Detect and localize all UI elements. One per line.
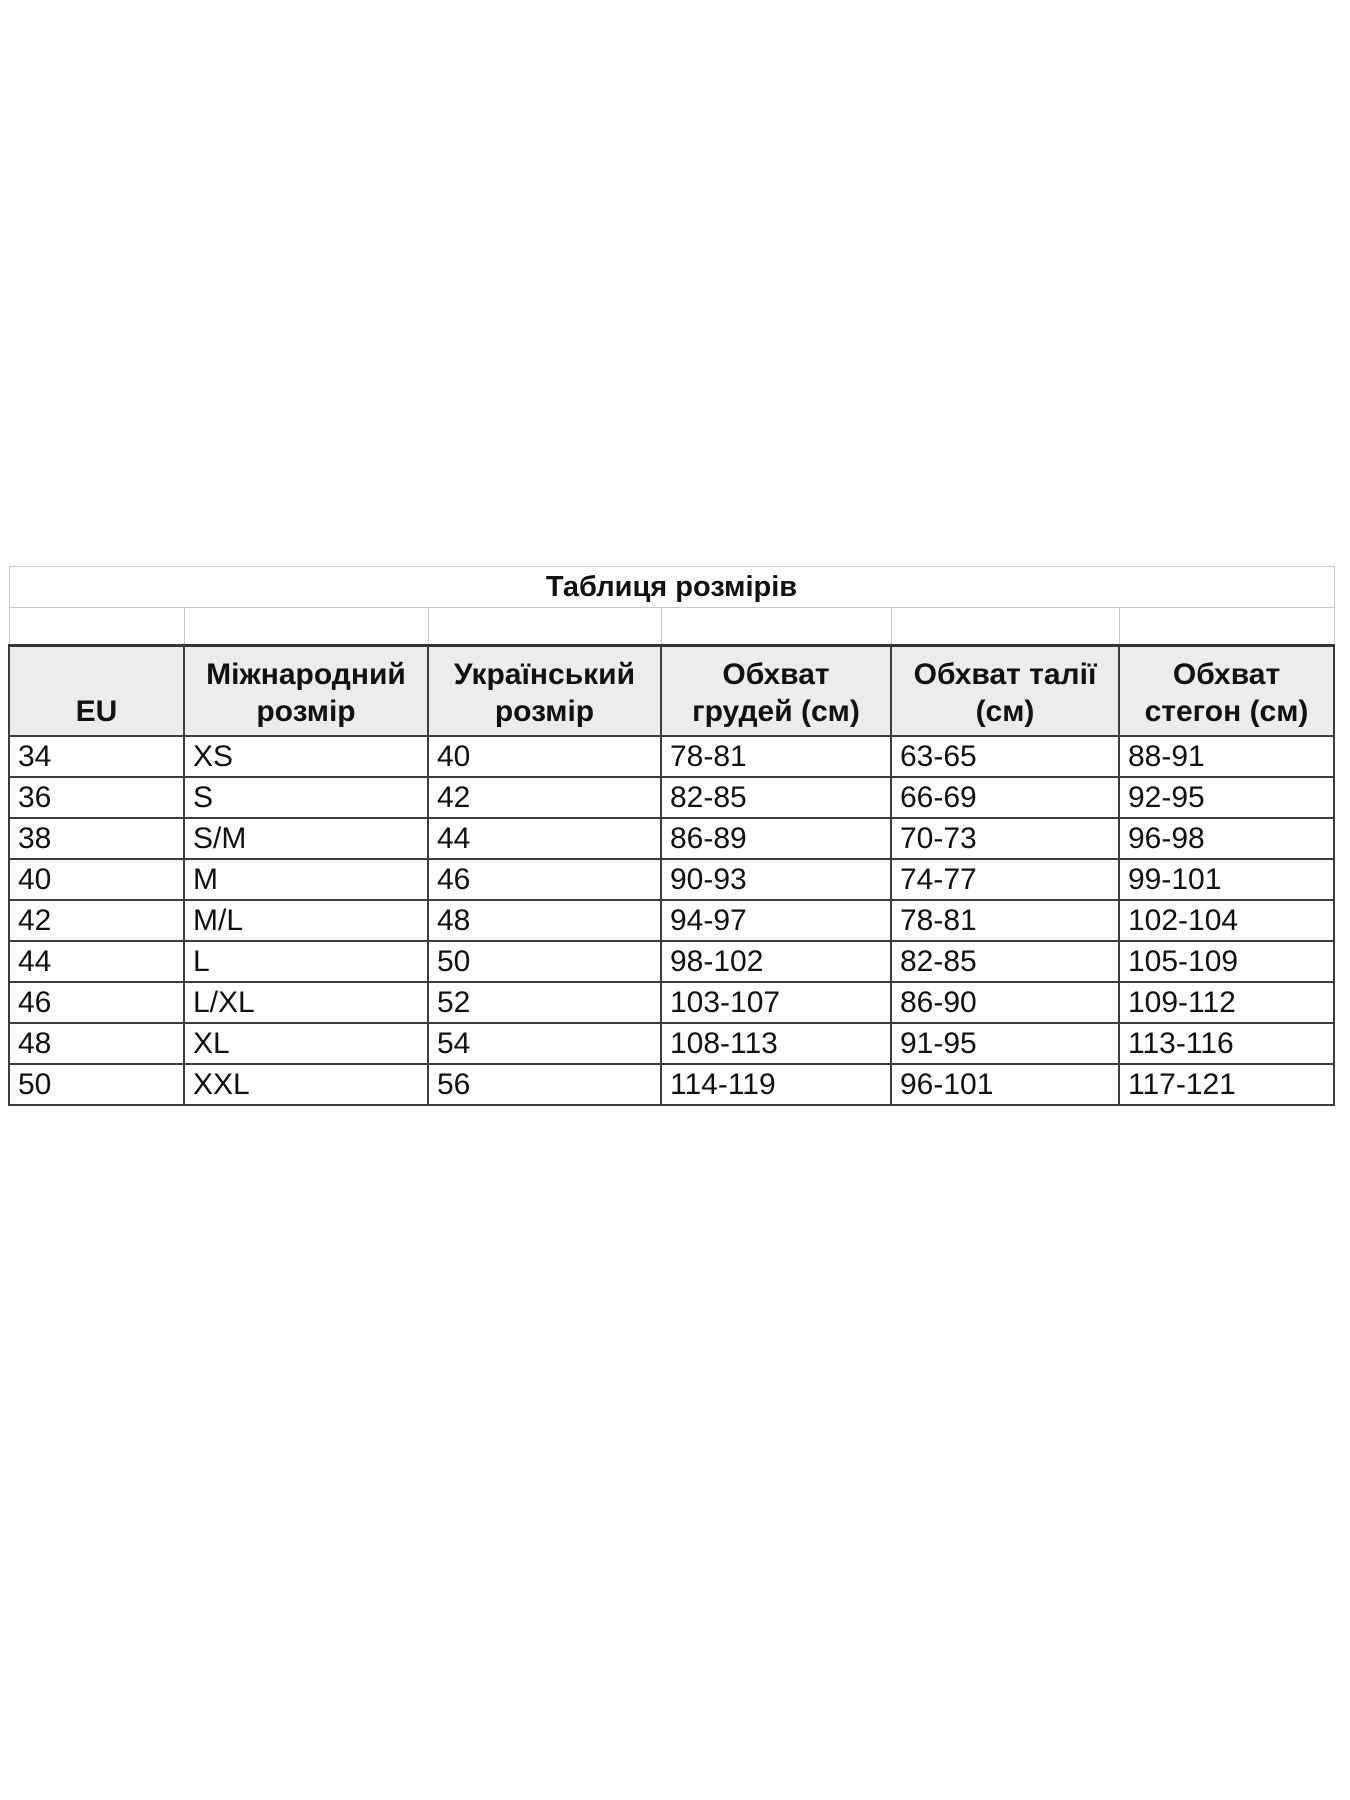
table-cell: 46 xyxy=(428,859,661,900)
table-cell: 38 xyxy=(9,818,184,859)
table-cell: M xyxy=(184,859,428,900)
table-cell: 50 xyxy=(428,941,661,982)
table-row xyxy=(9,777,1334,818)
table-cell: S/M xyxy=(184,818,428,859)
table-cell: 105-109 xyxy=(1119,941,1334,982)
column-header-line: Обхват талії xyxy=(913,658,1097,691)
table-cell: 92-95 xyxy=(1119,777,1334,818)
table-cell: 52 xyxy=(428,982,661,1023)
column-header-line: EU xyxy=(75,695,118,728)
table-cell: 117-121 xyxy=(1119,1064,1334,1105)
table-cell: 34 xyxy=(9,736,184,777)
spacer-cell xyxy=(9,608,184,646)
column-header-eu xyxy=(9,646,184,737)
column-header-line: Український xyxy=(453,658,636,691)
table-cell: 44 xyxy=(9,941,184,982)
spacer-cell xyxy=(1119,608,1334,646)
table-title: Таблиця розмірів xyxy=(9,567,1334,608)
table-cell: XXL xyxy=(184,1064,428,1105)
table-cell: 103-107 xyxy=(661,982,891,1023)
spacer-cell xyxy=(184,608,428,646)
table-row xyxy=(9,982,1334,1023)
table-cell: 109-112 xyxy=(1119,982,1334,1023)
table-cell: 40 xyxy=(428,736,661,777)
spacer-cell xyxy=(891,608,1119,646)
table-cell: 90-93 xyxy=(661,859,891,900)
table-cell: 102-104 xyxy=(1119,900,1334,941)
table-cell: 66-69 xyxy=(891,777,1119,818)
table-cell: 94-97 xyxy=(661,900,891,941)
column-header-line: Обхват xyxy=(722,658,830,691)
header-row xyxy=(9,646,1334,737)
table-cell: 113-116 xyxy=(1119,1023,1334,1064)
table-row xyxy=(9,900,1334,941)
column-header-line: (см) xyxy=(975,695,1035,728)
table-cell: 108-113 xyxy=(661,1023,891,1064)
table-cell: L/XL xyxy=(184,982,428,1023)
table-cell: XL xyxy=(184,1023,428,1064)
table-row xyxy=(9,736,1334,777)
table-cell: 91-95 xyxy=(891,1023,1119,1064)
column-header-line: стегон (см) xyxy=(1144,695,1309,728)
title-row xyxy=(9,567,1334,608)
table-cell: 114-119 xyxy=(661,1064,891,1105)
table-cell: 98-102 xyxy=(661,941,891,982)
spacer-cell xyxy=(661,608,891,646)
table-cell: 86-89 xyxy=(661,818,891,859)
table-cell: 44 xyxy=(428,818,661,859)
column-header-waist xyxy=(891,646,1119,737)
table-cell: 46 xyxy=(9,982,184,1023)
table-row xyxy=(9,1064,1334,1105)
table-cell: 56 xyxy=(428,1064,661,1105)
table-cell: 40 xyxy=(9,859,184,900)
table-row xyxy=(9,818,1334,859)
table-cell: 50 xyxy=(9,1064,184,1105)
table-cell: 78-81 xyxy=(891,900,1119,941)
table-cell: 42 xyxy=(428,777,661,818)
table-cell: L xyxy=(184,941,428,982)
table-row xyxy=(9,1023,1334,1064)
table-cell: 88-91 xyxy=(1119,736,1334,777)
spacer-cell xyxy=(428,608,661,646)
table-cell: XS xyxy=(184,736,428,777)
table-cell: 48 xyxy=(9,1023,184,1064)
table-cell: 36 xyxy=(9,777,184,818)
table-cell: 86-90 xyxy=(891,982,1119,1023)
column-header-line: Міжнародний xyxy=(206,658,406,691)
column-header-international-size xyxy=(184,646,428,737)
column-header-chest xyxy=(661,646,891,737)
table-row xyxy=(9,859,1334,900)
table-cell: 70-73 xyxy=(891,818,1119,859)
column-header-ukrainian-size xyxy=(428,646,661,737)
column-header-line: розмір xyxy=(494,695,595,728)
table-row xyxy=(9,941,1334,982)
column-header-hips xyxy=(1119,646,1334,737)
column-header-line: Обхват xyxy=(1172,658,1281,691)
column-header-line: грудей (см) xyxy=(692,695,860,728)
table-cell: 82-85 xyxy=(661,777,891,818)
table-cell: 42 xyxy=(9,900,184,941)
table-cell: 78-81 xyxy=(661,736,891,777)
table-cell: 48 xyxy=(428,900,661,941)
table-cell: M/L xyxy=(184,900,428,941)
table-cell: S xyxy=(184,777,428,818)
table-cell: 96-98 xyxy=(1119,818,1334,859)
table-cell: 96-101 xyxy=(891,1064,1119,1105)
spacer-row xyxy=(9,608,1334,646)
table-cell: 74-77 xyxy=(891,859,1119,900)
table-cell: 82-85 xyxy=(891,941,1119,982)
size-table-container xyxy=(8,566,1335,1106)
table-cell: 54 xyxy=(428,1023,661,1064)
table-cell: 63-65 xyxy=(891,736,1119,777)
column-header-line: розмір xyxy=(256,695,356,728)
table-cell: 99-101 xyxy=(1119,859,1334,900)
size-table xyxy=(8,566,1335,1106)
